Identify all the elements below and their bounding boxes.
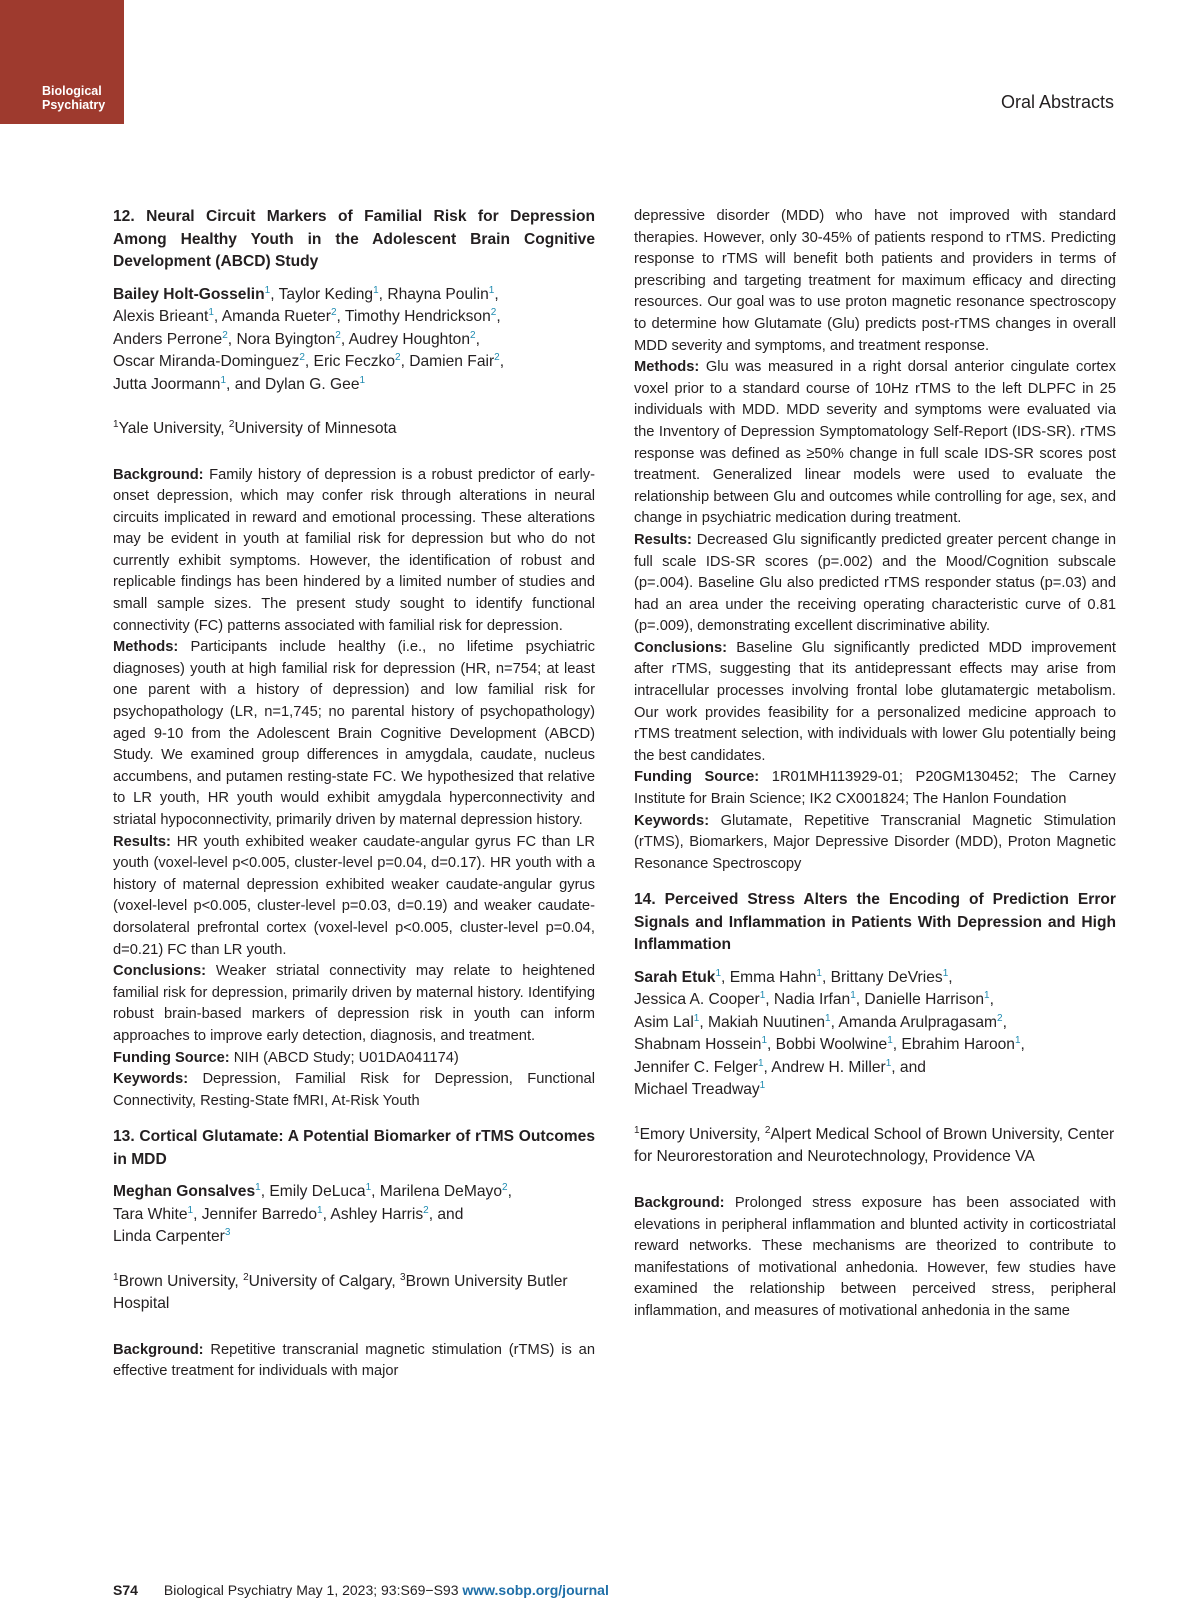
abstract-12-affiliations: $^1$Yale University, $^2$University of Minnesota: [113, 419, 397, 437]
abstract-13-results: Results: Decreased Glu significantly predicted greater percent change in full scale IDS-SR scores (p=.002) and the Mood/Cognition subscale (p=.004). Baseline Glu also predicted rTMS responder status (p=.03) and had an area under the receiving operating characteristic curve of 0.81 (p=.009), demonstrating excellent discriminative ability.: [634, 531, 1116, 635]
left-column: [113, 206, 595, 1383]
right-column: [634, 206, 1116, 1322]
abstract-12-funding: Funding Source: NIH (ABCD Study; U01DA041174): [113, 1049, 459, 1066]
abstract-12-title: 12. Neural Circuit Markers of Familial Risk for Depression Among Healthy Youth in the Adolescent Brain Cognitive Development (ABCD) Study: [113, 208, 595, 270]
abstract-13-background-start: Background: Repetitive transcranial magnetic stimulation (rTMS) is an effective treatment for individuals with major: [113, 1341, 595, 1380]
page-number: S74: [113, 1582, 138, 1598]
lead-author: Sarah Etuk: [634, 968, 716, 986]
abstract-12-keywords: Keywords: Depression, Familial Risk for Depression, Functional Connectivity, Resting-State fMRI, At-Risk Youth: [113, 1071, 595, 1109]
abstract-13-conclusions: Conclusions: Baseline Glu significantly predicted MDD improvement after rTMS, suggesting that its antidepressant effects may arise from intracellular processes involving frontal lobe glutamatergic metabolism. Our work provides feasibility for a personalized medicine approach to rTMS treatment selection, with individuals with lower Glu potentially being the best candidates.: [634, 639, 1116, 764]
citation: Biological Psychiatry May 1, 2023; 93:S69−S93: [163, 1582, 459, 1598]
lead-author: Meghan Gonsalves: [113, 1183, 256, 1201]
abstract-12-results: Results: HR youth exhibited weaker caudate-angular gyrus FC than LR youth (voxel-level p<0.005, cluster-level p=0.04, d=0.17). HR youth with a history of maternal depression exhibited weaker caudate-angular gyrus (voxel-level p<0.005, cluster-level p=0.03, d=0.19) and weaker caudate-dorsolateral prefrontal cortex (voxel-level p<0.005, cluster-level p=0.04, d=0.21) FC than LR youth.: [113, 833, 595, 958]
journal-link[interactable]: www.sobp.org/journal: [462, 1582, 609, 1598]
section-title: Oral Abstracts: [1000, 92, 1114, 112]
journal-logo: [0, 0, 124, 124]
abstract-14-affiliations: $^1$Emory University, $^2$Alpert Medical School of Brown University, Center for Neurorestoration and Neurotechnology, Providence VA: [634, 1124, 1115, 1166]
abstract-13-authors: Meghan Gonsalves$^1$, Emily DeLuca$^1$, Marilena DeMayo$^2$, Tara White$^1$, Jennifer Barredo$^1$, Ashley Harris$^2$, and Linda Carpenter$^3$: [113, 1182, 512, 1246]
abstract-13-keywords: Keywords: Glutamate, Repetitive Transcranial Magnetic Stimulation (rTMS), Biomarkers, Major Depressive Disorder (MDD), Proton Magnetic Resonance Spectroscopy: [634, 812, 1116, 872]
abstract-14-authors: Sarah Etuk$^1$, Emma Hahn$^1$, Brittany DeVries$^1$, Jessica A. Cooper$^1$, Nadia Irfan$^1$, Danielle Harrison$^1$, Asim Lal$^1$, Makiah Nuutinen$^1$, Amanda Arulpragasam$^2$, Shabnam Hossein$^1$, Bobbi Woolwine$^1$, Ebrahim Haroon$^1$, Jennifer C. Felger$^1$, Andrew H. Miller$^1$, and Michael Treadway$^1$: [634, 967, 1025, 1099]
journal-logo-text: Biological Psychiatry: [42, 84, 106, 112]
abstract-12-conclusions: Conclusions: Weaker striatal connectivity may relate to heightened familial risk for depression, primarily driven by maternal history. Identifying robust brain-based markers of depression risk in youth can inform approaches to improve early detection, diagnosis, and treatment.: [113, 963, 595, 1044]
abstract-12-authors: Bailey Holt-Gosselin$^1$, Taylor Keding$^1$, Rhayna Poulin$^1$, Alexis Brieant$^1$, Amanda Rueter$^2$, Timothy Hendrickson$^2$, Anders Perrone$^2$, Nora Byington$^2$, Audrey Houghton$^2$, Oscar Miranda-Dominguez$^2$, Eric Feczko$^2$, Damien Fair$^2$, Jutta Joormann$^1$, and Dylan G. Gee$^1$: [113, 284, 505, 393]
abstract-13-affiliations: $^1$Brown University, $^2$University of Calgary, $^3$Brown University Butler Hospital: [113, 1271, 568, 1313]
abstract-13-title: 13. Cortical Glutamate: A Potential Biomarker of rTMS Outcomes in MDD: [113, 1128, 595, 1168]
abstract-12-methods: Methods: Participants include healthy (i.e., no lifetime psychiatric diagnoses) youth at high familial risk for depression (HR, n=754; at least one parent with a history of depression) and low familial risk for psychopathology (LR, n=1,745; no parental history of psychopathology) aged 9-10 from the Adolescent Brain Cognitive Development (ABCD) Study. We examined group differences in amygdala, caudate, nucleus accumbens, and putamen resting-state FC. We hypothesized that relative to LR youth, HR youth would exhibit amygdala hyperconnectivity and striatal hypoconnectivity, primarily driven by maternal depression history.: [113, 639, 595, 828]
page-footer: [113, 1582, 609, 1598]
abstract-14-background: Background: Prolonged stress exposure has been associated with elevations in peripheral inflammation and blunted activity in corticostriatal reward networks. These mechanisms are theorized to contribute to manifestations of motivational anhedonia. However, few studies have examined the relationship between perceived stress, peripheral inflammation, and measures of motivational anhedonia in the same: [634, 1194, 1116, 1319]
abstract-13-methods: Methods: Glu was measured in a right dorsal anterior cingulate cortex voxel prior to a standard course of 10Hz rTMS to the left DLPFC in 25 individuals with MDD. MDD severity and symptoms were evaluated via the Inventory of Depression Symptomatology Self-Report (IDS-SR). rTMS response was defined as ≥50% change in full scale IDS-SR scores post treatment. Generalized linear models were used to evaluate the relationship between Glu and outcomes while controlling for age, sex, and change in psychiatric medication during treatment.: [634, 359, 1116, 527]
abstract-13-background-cont: depressive disorder (MDD) who have not improved with standard therapies. However, only 30-45% of patients respond to rTMS. Predicting response to rTMS will benefit both patients and providers in terms of prescribing and targeting treatment for maximum efficacy and directing resources. Our goal was to use proton magnetic resonance spectroscopy to determine how Glutamate (Glu) predicts post-rTMS changes in overall MDD severity and symptoms, and treatment response.: [634, 208, 1116, 354]
abstract-14-title: 14. Perceived Stress Alters the Encoding of Prediction Error Signals and Inflammation in Patients With Depression and High Inflammation: [634, 891, 1116, 954]
lead-author: Bailey Holt-Gosselin: [113, 285, 265, 303]
abstract-12-background: Background: Family history of depression is a robust predictor of early-onset depression, which may confer risk through alterations in neural circuits implicated in reward and emotional processing. These alterations may be evident in youth at familial risk for depression but who do not currently exhibit symptoms. However, the identification of robust and replicable findings has been hindered by a limited number of studies and small sample sizes. The present study sought to identify functional connectivity (FC) patterns associated with familial risk for depression.: [113, 466, 595, 634]
abstract-13-funding: Funding Source: 1R01MH113929-01; P20GM130452; The Carney Institute for Brain Science; IK2 CX001824; The Hanlon Foundation: [634, 769, 1116, 808]
